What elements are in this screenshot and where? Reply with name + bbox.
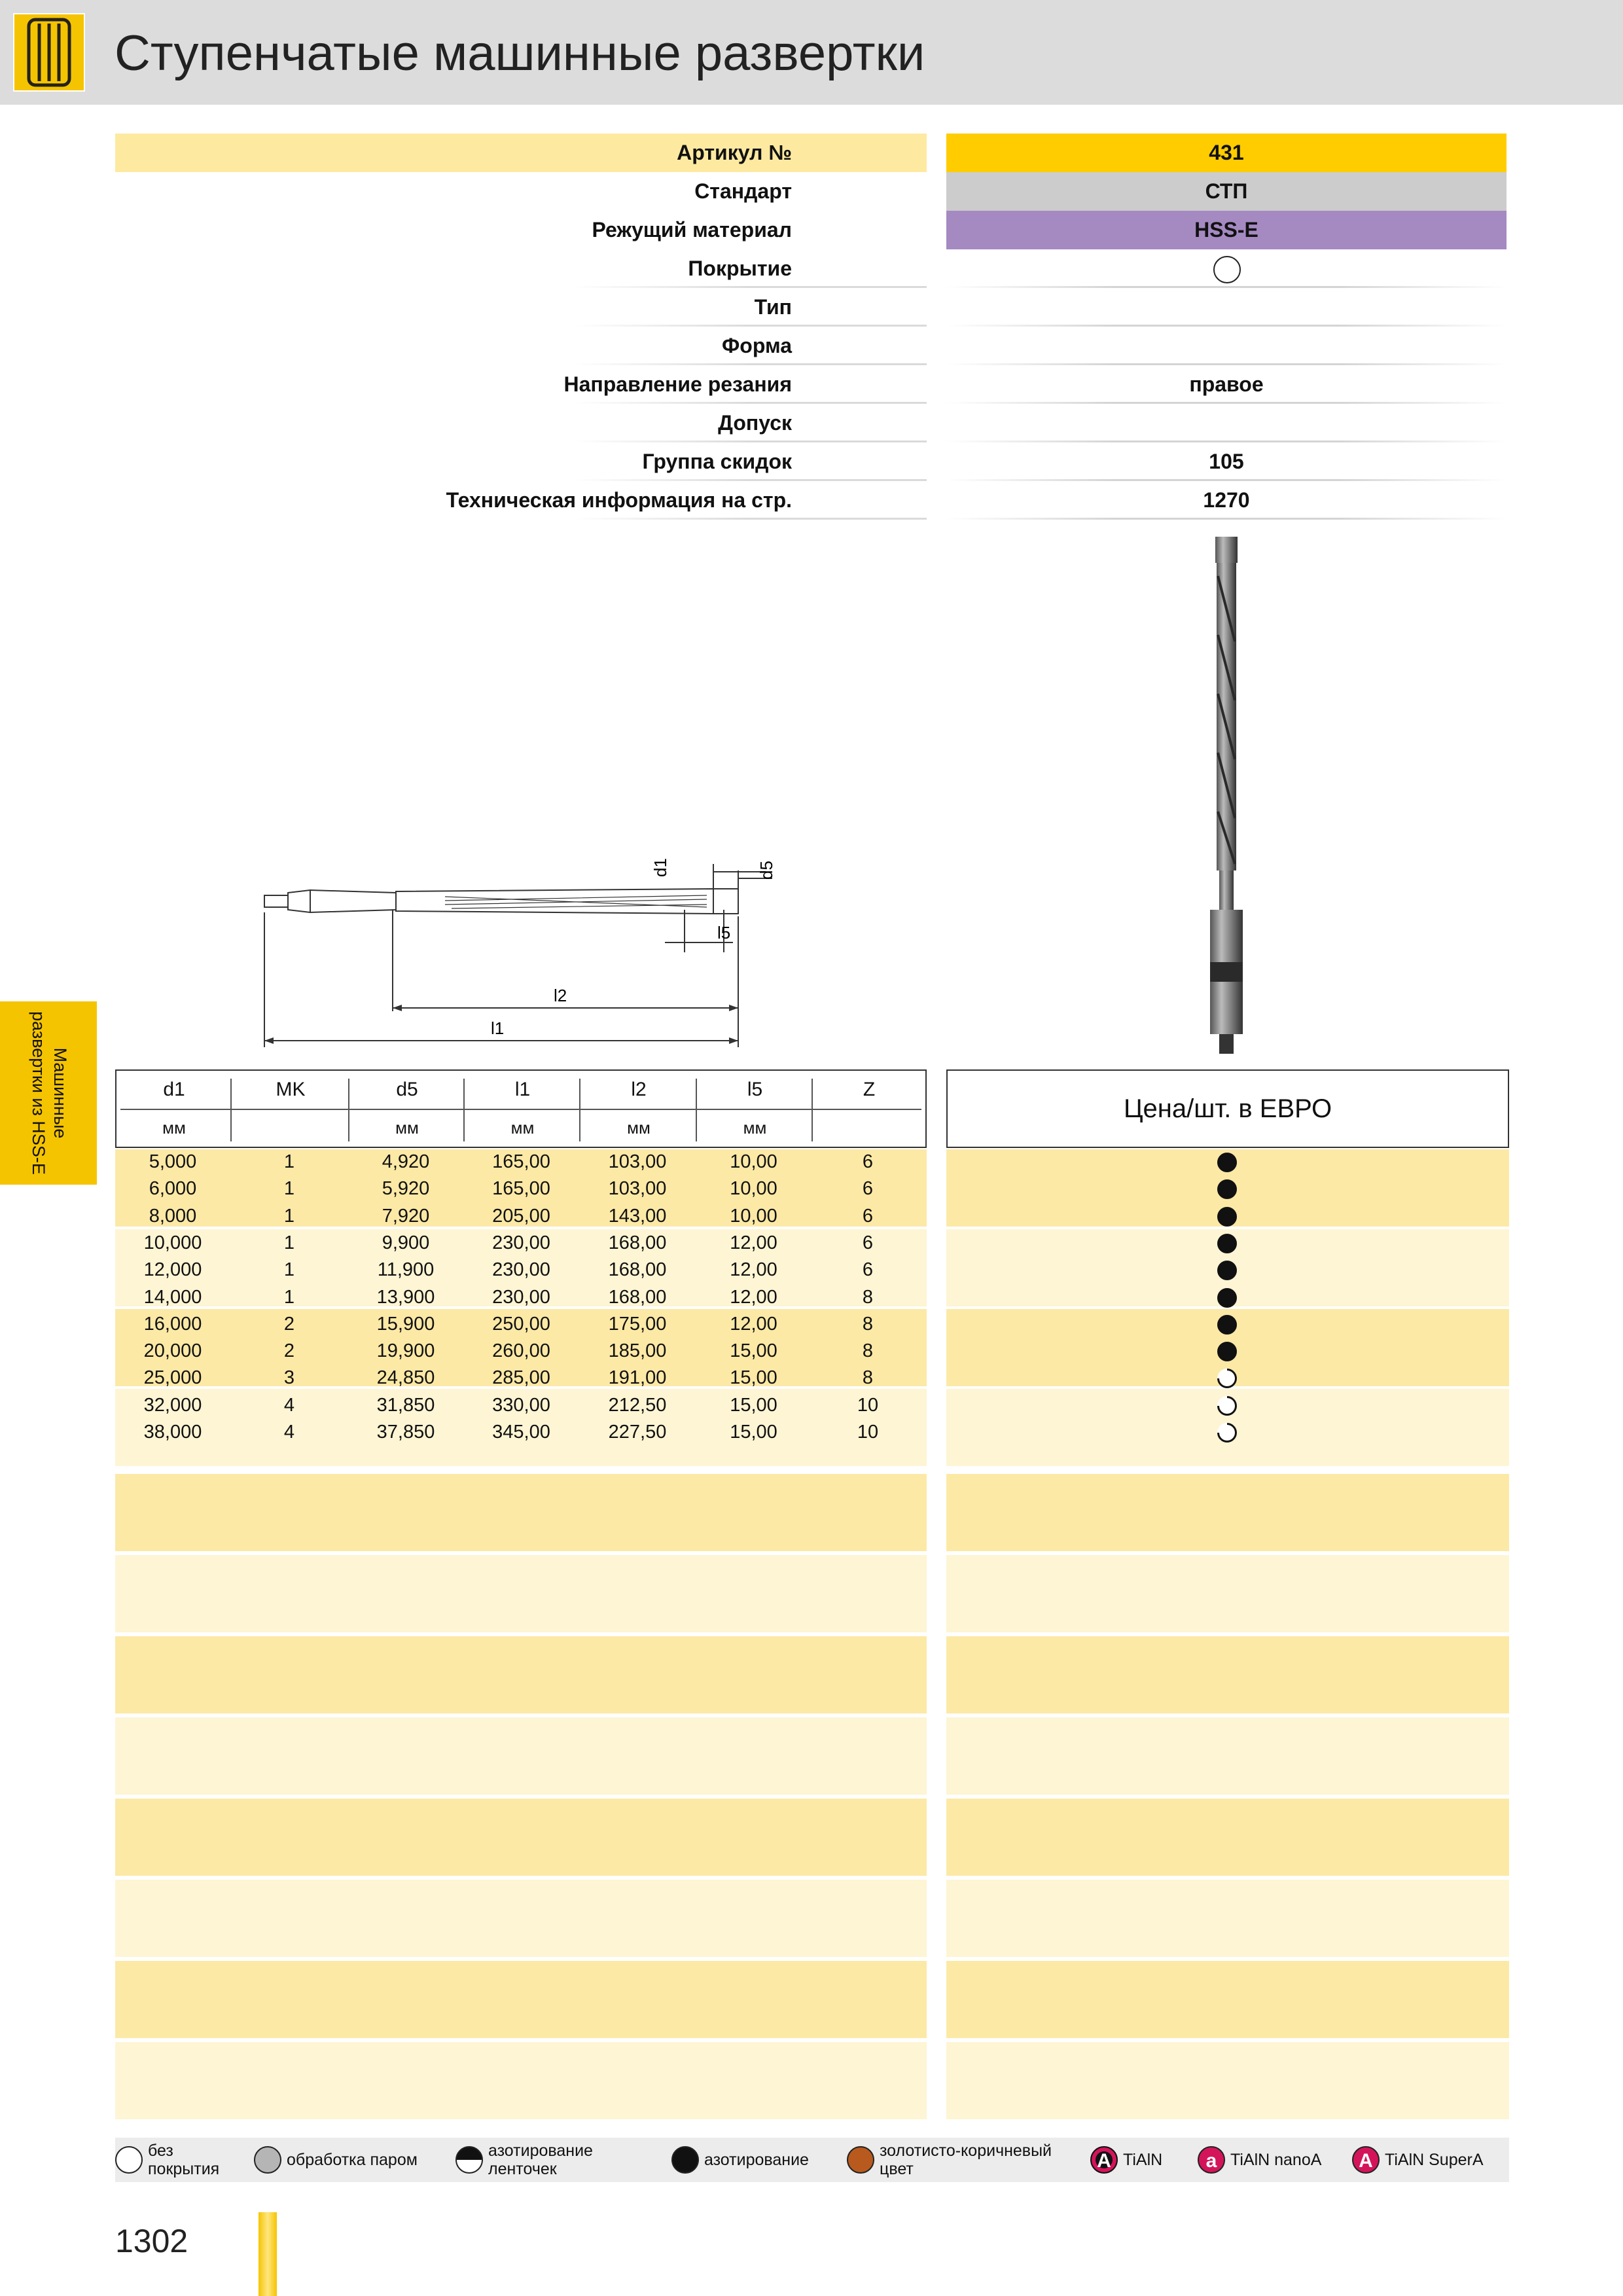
table-band (115, 1636, 927, 1713)
table-cell: 15,00 (730, 1422, 777, 1443)
spec-row (115, 172, 1507, 211)
table-row (115, 1230, 927, 1257)
table-row (115, 1311, 927, 1338)
table-cell: 165,00 (492, 1151, 550, 1172)
spec-row (115, 134, 1507, 172)
table-row (115, 1175, 927, 1202)
spec-label: Направление резания (563, 372, 792, 396)
column-separator (696, 1079, 697, 1141)
column-header-l2: l2 (631, 1079, 647, 1100)
l2-label: l2 (554, 986, 567, 1005)
column-header-z: Z (863, 1079, 876, 1100)
spec-label: Тип (754, 295, 792, 319)
table-cell: 6 (862, 1259, 874, 1281)
table-band (115, 1474, 927, 1551)
table-row (115, 1149, 927, 1175)
table-cell: 9,900 (382, 1232, 430, 1253)
column-unit: мм (627, 1118, 651, 1138)
tialn-icon: A (1090, 2146, 1118, 2174)
spec-row (115, 481, 1507, 520)
spec-row (115, 211, 1507, 249)
steam-icon (254, 2146, 281, 2174)
table-cell: 3 (283, 1367, 295, 1389)
table-band (115, 1717, 927, 1795)
row-divider (573, 518, 927, 520)
spec-label: Форма (721, 334, 792, 357)
table-cell: 1 (283, 1151, 295, 1172)
spec-label: Техническая информация на стр. (446, 488, 792, 512)
table-cell: 285,00 (492, 1367, 550, 1389)
table-cell: 6 (862, 1205, 874, 1227)
table-cell: 185,00 (608, 1340, 667, 1362)
table-band (946, 1636, 1509, 1713)
table-row (115, 1284, 927, 1311)
header-rule (120, 1109, 921, 1110)
table-cell: 8,000 (149, 1205, 197, 1227)
legend-text: обработка паром (287, 2151, 418, 2169)
table-cell: 230,00 (492, 1259, 550, 1281)
row-divider (946, 518, 1507, 520)
column-separator (348, 1079, 349, 1141)
legend-item-tialn (1090, 2138, 1162, 2182)
spec-row (115, 249, 1507, 288)
legend-item-steam (254, 2138, 418, 2182)
table-row (115, 1338, 927, 1365)
table-cell: 2 (283, 1313, 295, 1335)
table-cell: 4 (283, 1422, 295, 1443)
column-unit: мм (162, 1118, 186, 1138)
gold-brown-icon (847, 2146, 874, 2174)
legend-item-nitrided-lands (455, 2138, 593, 2182)
table-band (946, 1961, 1509, 2038)
table-cell: 175,00 (608, 1313, 667, 1335)
table-band (115, 1799, 927, 1876)
spec-value (946, 327, 1507, 365)
page-number: 1302 (115, 2223, 188, 2259)
table-cell: 13,900 (376, 1286, 435, 1308)
table-cell: 4,920 (382, 1151, 430, 1172)
table-cell: 168,00 (608, 1232, 667, 1253)
table-cell: 143,00 (608, 1205, 667, 1227)
stock-item-icon (1217, 1153, 1237, 1172)
legend-text: TiAlN (1123, 2151, 1163, 2169)
legend-text: TiAlN nanoA (1230, 2151, 1322, 2169)
table-cell: 6,000 (149, 1178, 197, 1200)
table-cell: 165,00 (492, 1178, 550, 1200)
table-cell: 15,00 (730, 1367, 777, 1389)
table-row (115, 1419, 927, 1446)
table-cell: 11,900 (377, 1259, 435, 1281)
table-cell: 12,00 (730, 1286, 777, 1308)
table-row (115, 1203, 927, 1230)
legend-item-gold-brown (847, 2138, 1052, 2182)
table-band (946, 1717, 1509, 1795)
legend-text: без покрытия (148, 2142, 220, 2178)
table-cell: 6 (862, 1232, 874, 1253)
table-cell: 12,00 (730, 1259, 777, 1281)
legend-item-nitrided (671, 2138, 809, 2182)
spec-label: Артикул № (677, 141, 792, 164)
table-cell: 5,920 (382, 1178, 430, 1200)
table-band (946, 1555, 1509, 1632)
table-cell: 24,850 (376, 1367, 435, 1389)
table-cell: 19,900 (376, 1340, 435, 1362)
stock-item-icon (1217, 1207, 1237, 1227)
table-band (946, 1799, 1509, 1876)
table-cell: 8 (862, 1340, 874, 1362)
column-unit: мм (510, 1118, 535, 1138)
uncoated-icon (115, 2146, 143, 2174)
table-cell: 10,00 (730, 1178, 777, 1200)
d5-label: d5 (757, 861, 776, 880)
stock-item-icon (1217, 1342, 1237, 1361)
spec-value (946, 288, 1507, 327)
column-unit (813, 1109, 925, 1147)
table-cell: 14,000 (143, 1286, 202, 1308)
table-cell: 1 (283, 1259, 295, 1281)
table-band (115, 2042, 927, 2119)
legend-text: азотирование ленточек (488, 2142, 593, 2178)
table-band (946, 2042, 1509, 2119)
spec-value: 1270 (1203, 488, 1250, 512)
spec-label: Допуск (718, 411, 792, 435)
column-header-l5: l5 (747, 1079, 763, 1100)
column-header-d1: d1 (163, 1079, 185, 1100)
footer-accent-bar (259, 2212, 277, 2296)
table-cell: 15,900 (376, 1313, 435, 1335)
table-cell: 8 (862, 1313, 874, 1335)
table-cell: 1 (283, 1232, 295, 1253)
table-row (115, 1392, 927, 1419)
table-cell: 230,00 (492, 1232, 550, 1253)
table-band (946, 1474, 1509, 1551)
table-cell: 7,920 (382, 1205, 430, 1227)
table-cell: 6 (862, 1178, 874, 1200)
table-cell: 1 (283, 1178, 295, 1200)
spec-value: 105 (1209, 450, 1244, 473)
tialn-nanoa-icon: a (1198, 2146, 1225, 2174)
spec-row (115, 442, 1507, 481)
column-header-d5: d5 (396, 1079, 418, 1100)
table-header (115, 1069, 927, 1148)
table-cell: 12,00 (730, 1313, 777, 1335)
legend-item-tialn-supera (1352, 2138, 1484, 2182)
page-title: Ступенчатые машинные развертки (115, 26, 925, 81)
table-cell: 212,50 (608, 1394, 667, 1416)
table-cell: 8 (862, 1367, 874, 1389)
spec-value: СТП (1205, 179, 1248, 203)
table-cell: 12,000 (143, 1259, 202, 1281)
spec-value (946, 404, 1507, 442)
table-cell: 191,00 (608, 1367, 667, 1389)
column-separator (230, 1079, 232, 1141)
column-unit (232, 1109, 349, 1147)
column-separator (579, 1079, 580, 1141)
legend-item-tialn-nanoa (1198, 2138, 1321, 2182)
table-cell: 32,000 (143, 1394, 202, 1416)
legend-text: золотисто-коричневый цвет (880, 2142, 1052, 2178)
table-cell: 260,00 (492, 1340, 550, 1362)
table-cell: 6 (862, 1151, 874, 1172)
spec-row (115, 288, 1507, 327)
table-cell: 205,00 (492, 1205, 550, 1227)
table-row (115, 1365, 927, 1391)
column-unit: мм (743, 1118, 767, 1138)
column-header-l1: l1 (514, 1079, 531, 1100)
table-band (115, 1880, 927, 1957)
table-cell: 1 (283, 1205, 295, 1227)
table-cell: 37,850 (376, 1422, 435, 1443)
table-band (946, 1880, 1509, 1957)
table-cell: 15,00 (730, 1340, 777, 1362)
reamer-photo (1201, 537, 1253, 1054)
spec-label: Режущий материал (592, 218, 792, 242)
section-side-tab-label: Машинные развертки из HSS-E (29, 1011, 70, 1175)
table-cell: 345,00 (492, 1422, 550, 1443)
table-cell: 5,000 (149, 1151, 197, 1172)
stock-item-icon (1217, 1315, 1237, 1335)
spec-label: Группа скидок (642, 450, 792, 473)
table-row (115, 1257, 927, 1283)
spec-value: HSS-E (1194, 218, 1258, 242)
spec-label: Стандарт (694, 179, 792, 203)
spec-row (115, 404, 1507, 442)
table-cell: 8 (862, 1286, 874, 1308)
legend-text: TiAlN SuperA (1385, 2151, 1484, 2169)
d1-label: d1 (651, 858, 670, 877)
table-cell: 227,50 (608, 1422, 667, 1443)
spec-value: правое (1189, 372, 1264, 396)
table-cell: 16,000 (143, 1313, 202, 1335)
table-cell: 330,00 (492, 1394, 550, 1416)
stock-item-icon (1217, 1234, 1237, 1253)
table-cell: 10,00 (730, 1151, 777, 1172)
table-cell: 250,00 (492, 1313, 550, 1335)
column-unit: мм (395, 1118, 419, 1138)
table-cell: 20,000 (143, 1340, 202, 1362)
table-cell: 4 (283, 1394, 295, 1416)
reamer-logo-icon (13, 13, 85, 92)
price-header: Цена/шт. в ЕВРО (946, 1069, 1509, 1148)
table-cell: 1 (283, 1286, 295, 1308)
table-band (115, 1555, 927, 1632)
table-band (115, 1961, 927, 2038)
stock-item-icon (1217, 1261, 1237, 1280)
legend-item-uncoated (115, 2138, 219, 2182)
stock-item-icon (1217, 1288, 1237, 1308)
table-cell: 2 (283, 1340, 295, 1362)
table-cell: 103,00 (608, 1178, 667, 1200)
l5-label: l5 (717, 923, 731, 942)
column-separator (812, 1079, 813, 1141)
nitrided-lands-icon (455, 2146, 483, 2174)
table-cell: 10 (857, 1394, 879, 1416)
column-separator (463, 1079, 465, 1141)
table-cell: 103,00 (608, 1151, 667, 1172)
spec-label: Покрытие (688, 257, 792, 280)
table-cell: 10 (857, 1422, 879, 1443)
spec-row (115, 327, 1507, 365)
table-cell: 15,00 (730, 1394, 777, 1416)
technical-drawing (255, 844, 792, 1060)
table-cell: 10,00 (730, 1205, 777, 1227)
table-cell: 38,000 (143, 1422, 202, 1443)
spec-row (115, 365, 1507, 404)
l1-label: l1 (491, 1018, 505, 1038)
column-header-mk: MK (276, 1079, 306, 1100)
nitrided-icon (671, 2146, 699, 2174)
table-cell: 10,000 (143, 1232, 202, 1253)
legend-text: азотирование (704, 2151, 809, 2169)
table-cell: 230,00 (492, 1286, 550, 1308)
tialn-supera-icon: A (1352, 2146, 1380, 2174)
table-cell: 25,000 (143, 1367, 202, 1389)
table-cell: 31,850 (376, 1394, 435, 1416)
table-cell: 168,00 (608, 1286, 667, 1308)
table-cell: 168,00 (608, 1259, 667, 1281)
uncoated-circle-icon (1213, 256, 1241, 283)
table-cell: 12,00 (730, 1232, 777, 1253)
spec-value: 431 (1209, 141, 1244, 164)
